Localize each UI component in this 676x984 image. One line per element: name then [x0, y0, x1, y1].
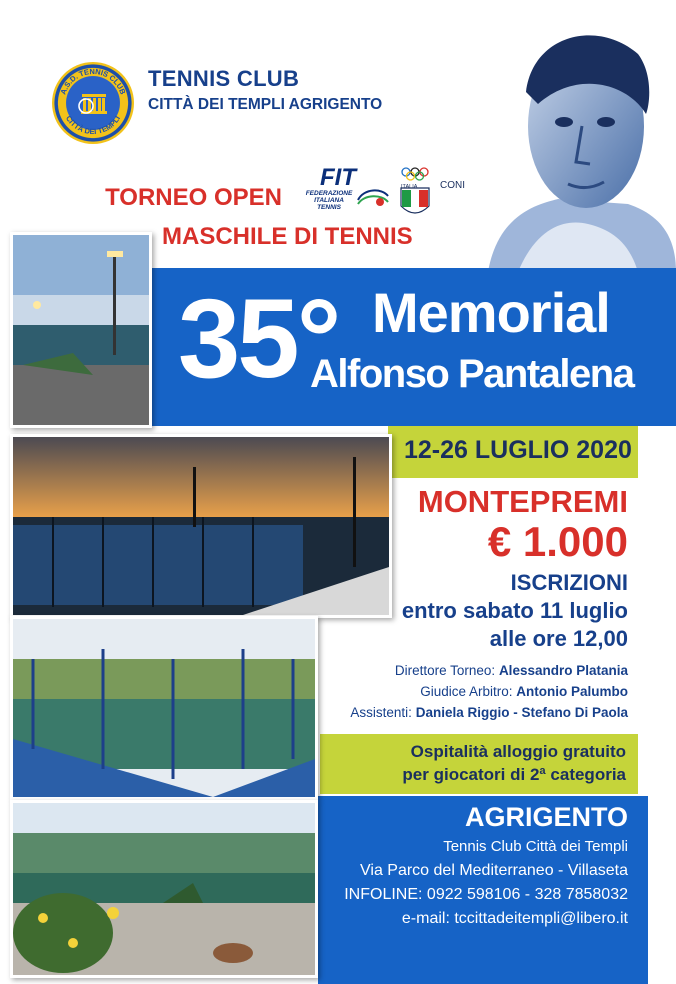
club-name: TENNIS CLUB [148, 66, 300, 91]
staff-name: Antonio Palumbo [516, 684, 628, 699]
prize-amount: € 1.000 [487, 518, 628, 565]
staff-row [320, 681, 628, 702]
prize-label: MONTEPREMI [417, 484, 628, 519]
hospitality-banner [320, 734, 638, 794]
registration-deadline: entro sabato 11 luglio [401, 598, 628, 623]
contact-city: AGRIGENTO [464, 802, 628, 832]
hospitality-line1: Ospitalità alloggio gratuito [410, 742, 626, 761]
registration-label: ISCRIZIONI [510, 570, 628, 595]
contact-panel [318, 796, 648, 984]
tournament-type-line2: MASCHILE DI TENNIS [162, 223, 413, 250]
coni-label: CONI [440, 180, 465, 191]
olympic-rings-icon [398, 166, 438, 220]
staff-list [320, 660, 628, 723]
memorial-banner [150, 268, 676, 426]
staff-name: Daniela Riggio - Stefano Di Paola [415, 705, 628, 720]
svg-text:CITTÀ DEI TEMPLI: CITTÀ DEI TEMPLI [63, 114, 122, 137]
fit-logo-text: FIT [320, 164, 356, 191]
coni-logo [398, 166, 472, 220]
logo-emblem [52, 62, 134, 144]
staff-row [320, 660, 628, 681]
memorial-title: Memorial [372, 281, 610, 344]
contact-venue: Tennis Club Città dei Templi [443, 838, 628, 855]
club-subtitle: CITTÀ DEI TEMPLI AGRIGENTO [148, 96, 383, 113]
fit-full-name: FEDERAZIONE ITALIANA TENNIS [305, 190, 353, 211]
registration-time: alle ore 12,00 [489, 626, 628, 651]
photo-night-courts [10, 232, 152, 428]
photo-padel-courts [10, 616, 318, 800]
hospitality-line2: per giocatori di 2ª categoria [402, 765, 626, 784]
event-dates: 12-26 LUGLIO 2020 [404, 436, 632, 464]
contact-phone: INFOLINE: 0922 598106 - 328 7858032 [344, 886, 628, 903]
portrait-photo [478, 14, 676, 272]
italia-label: ITALIA [401, 184, 418, 190]
memorial-name: Alfonso Pantalena [310, 352, 634, 396]
staff-name: Alessandro Platania [498, 663, 628, 678]
svg-text:A.S.D. TENNIS CLUB: A.S.D. TENNIS CLUB [58, 66, 128, 96]
tournament-type-line1: TORNEO OPEN [105, 184, 282, 211]
contact-email: e-mail: tccittadeitempli@libero.it [401, 910, 628, 927]
staff-role: Giudice Arbitro: [420, 684, 513, 699]
staff-role: Direttore Torneo: [394, 663, 496, 678]
edition-number: 35° [178, 276, 339, 401]
fit-swoosh-icon [356, 186, 390, 210]
contact-address: Via Parco del Mediterraneo - Villaseta [360, 862, 628, 879]
staff-row [320, 702, 628, 723]
dates-banner [388, 426, 638, 478]
photo-sunset-courts [10, 434, 392, 618]
photo-garden-courts [10, 800, 318, 978]
club-logo [52, 62, 134, 144]
fit-logo [300, 164, 392, 216]
staff-role: Assistenti: [350, 705, 412, 720]
